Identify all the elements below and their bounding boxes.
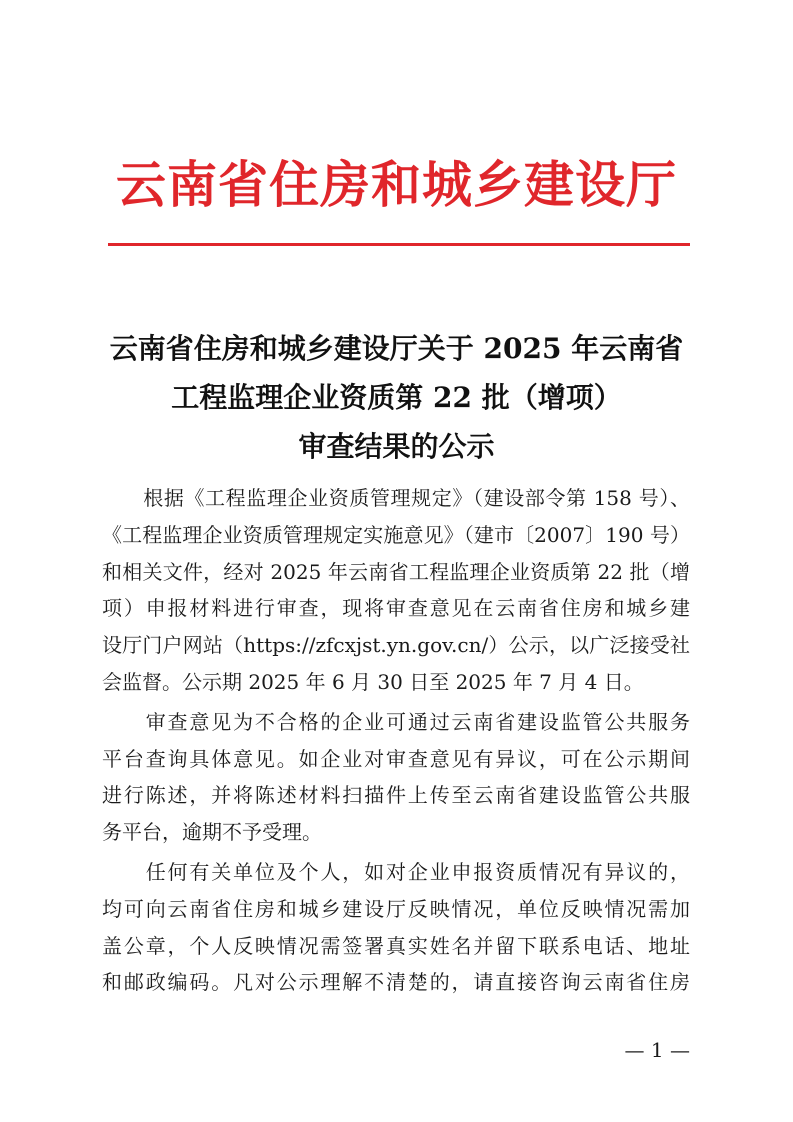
paragraph-line: 任何有关单位及个人，如对企业申报资质情况有异议的， <box>102 859 690 884</box>
paragraph-line: 均可向云南省住房和城乡建设厅反映情况，单位反映情况需加 <box>102 896 690 921</box>
paragraph-line: 审查意见为不合格的企业可通过云南省建设监管公共服务 <box>102 709 690 734</box>
paragraph-line: 设厅门户网站（https://zfcxjst.yn.gov.cn/）公示，以广泛接受社 <box>102 633 690 658</box>
paragraph-2 <box>102 704 690 851</box>
paragraph-line: 盖公章，个人反映情况需签署真实姓名并留下联系电话、地址 <box>102 933 690 958</box>
document-title <box>0 324 793 471</box>
paragraph-line: 平台查询具体意见。如企业对审查意见有异议，可在公示期间 <box>102 746 690 771</box>
paragraph-line: 和相关文件，经对 2025 年云南省工程监理企业资质第 22 批（增 <box>102 559 690 584</box>
document-title-line-3: 审查结果的公示 <box>298 430 495 463</box>
document-title-line-1: 云南省住房和城乡建设厅关于 2025 年云南省 <box>109 332 684 365</box>
paragraph-line: 《工程监理企业资质管理规定实施意见》（建市〔2007〕190 号） <box>102 522 690 547</box>
paragraph-line: 务平台，逾期不予受理。 <box>102 820 322 845</box>
page-number: — 1 — <box>624 1038 690 1062</box>
paragraph-line: 进行陈述，并将陈述材料扫描件上传至云南省建设监管公共服 <box>102 783 690 808</box>
document-body <box>102 480 690 1004</box>
paragraph-1 <box>102 480 690 701</box>
paragraph-line: 根据《工程监理企业资质管理规定》（建设部令第 158 号）、 <box>102 486 690 510</box>
agency-header-title: 云南省住房和城乡建设厅 <box>116 155 677 214</box>
header-red-rule <box>108 243 690 246</box>
paragraph-line: 会监督。公示期 2025 年 6 月 30 日至 2025 年 7 月 4 日。 <box>102 669 644 694</box>
paragraph-line: 项）申报材料进行审查，现将审查意见在云南省住房和城乡建 <box>102 596 690 621</box>
paragraph-3 <box>102 854 690 1001</box>
document-title-line-2: 工程监理企业资质第 22 批（增项） <box>171 381 622 414</box>
paragraph-line: 和邮政编码。凡对公示理解不清楚的，请直接咨询云南省住房 <box>102 970 690 995</box>
